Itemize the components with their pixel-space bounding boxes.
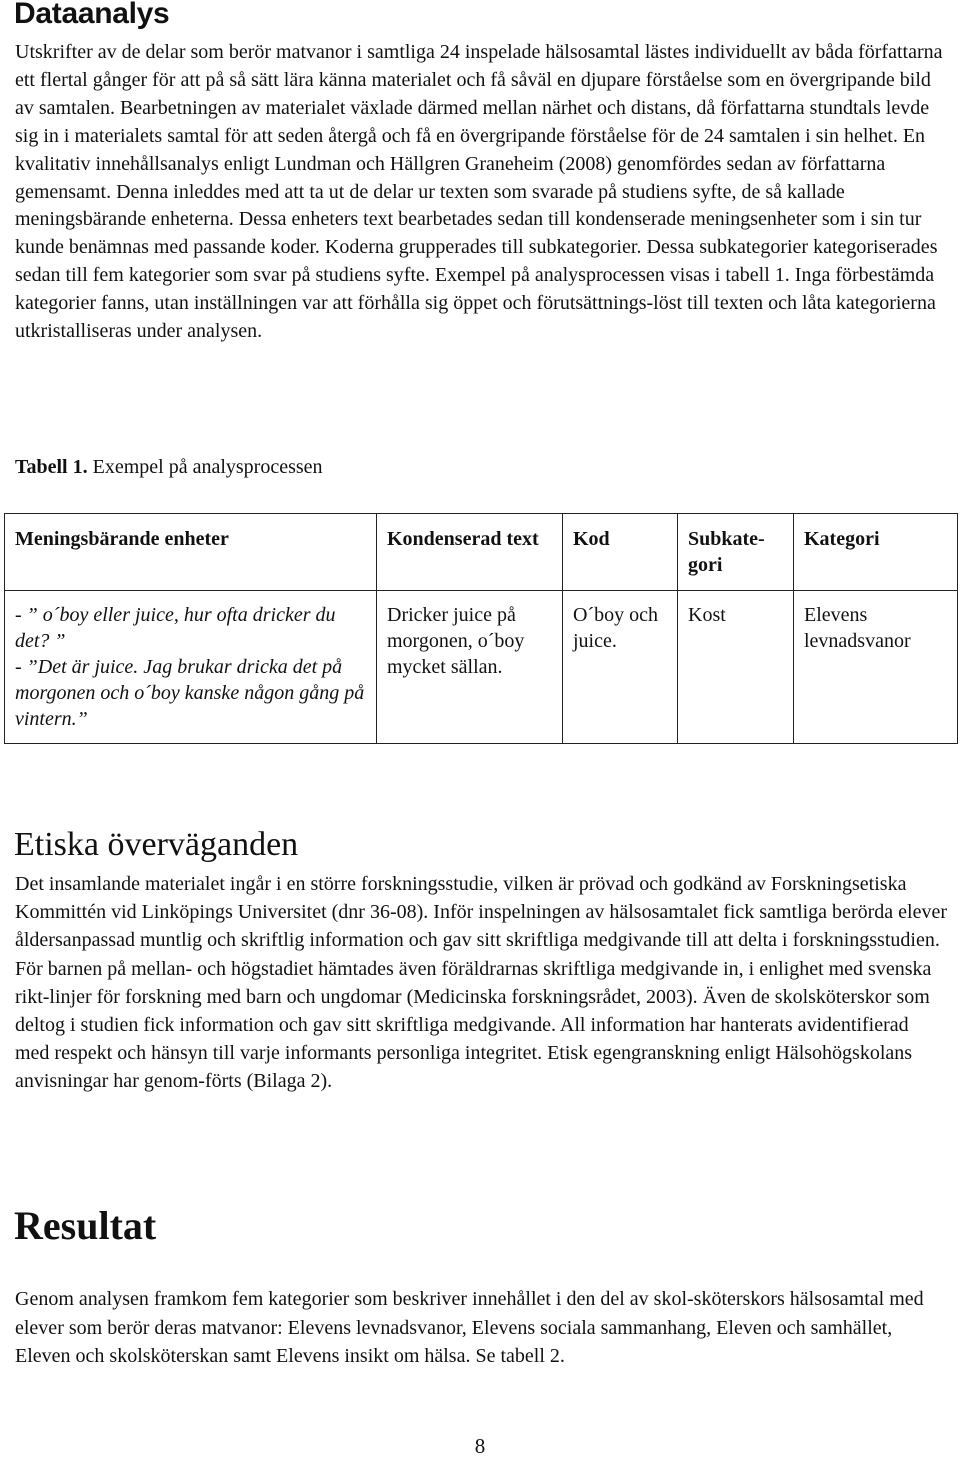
meaning-unit-question: - ” o´boy eller juice, hur ofta dricker du det? ”: [15, 604, 336, 652]
table-caption-label: Tabell 1.: [15, 456, 88, 478]
header-subcategory: Subkate-gori: [678, 514, 794, 591]
page-number: 8: [474, 1434, 486, 1458]
section-title-dataanalys: Dataanalys: [14, 0, 170, 30]
header-condensed-text: Kondenserad text: [377, 514, 563, 591]
analysis-table: [4, 513, 958, 744]
header-meaning-units: Meningsbärande enheter: [5, 514, 377, 591]
table-caption: [15, 453, 323, 481]
header-code: Kod: [563, 514, 678, 591]
table-row: [5, 591, 958, 744]
header-category: Kategori: [794, 514, 958, 591]
cell-code: O´boy och juice.: [563, 591, 678, 744]
paragraph-dataanalys: Utskrifter av de delar som berör matvanor i samtliga 24 inspelade hälsosamtal lästes individuellt av båda författarna ett flertal gånger för att på så sätt lära känna materialet och få såväl en djupare förståelse som en övergripande bild av samtalen. Bearbetningen av materialet växlade därmed mellan närhet och distans, då författarna stundtals levde sig in i materialets samtal för att seden återgå och få en övergripande förståelse för de 24 samtalen i sin helhet. En kvalitativ innehållsanalys enligt Lundman och Hällgren Graneheim (2008) genomfördes sedan av författarna gemensamt. Denna inleddes med att ta ut de delar ur texten som svarade på studiens syfte, de så kallade meningsbärande enheterna. Dessa enheters text bearbetades sedan till kondenserade meningsenheter som i sin tur kunde benämnas med passande koder. Koderna grupperades till subkategorier. Dessa subkategorier kategoriserades sedan till fem kategorier som svar på studiens syfte. Exempel på analysprocessen visas i tabell 1. Inga förbestämda kategorier fanns, utan inställningen var att förhålla sig öppet och förutsättnings-löst till texten och låta kategorierna utkristalliseras under analysen.: [15, 41, 943, 343]
cell-category: Elevens levnadsvanor: [794, 591, 958, 744]
cell-subcategory: Kost: [678, 591, 794, 744]
cell-meaning-units: [5, 591, 377, 744]
table-caption-text: Exempel på analysprocessen: [87, 456, 323, 478]
cell-condensed-text: Dricker juice på morgonen, o´boy mycket sällan.: [377, 591, 563, 744]
section-title-etiska: Etiska överväganden: [14, 826, 299, 863]
paragraph-etiska: Det insamlande materialet ingår i en större forskningsstudie, vilken är prövad och godkänd av Forskningsetiska Kommittén vid Linköpings Universitet (dnr 36-08). Inför inspelningen av hälsosamtalet fick samtliga berörda elever åldersanpassad muntlig och skriftlig information och gav sitt skriftliga medgivande till att delta i forskningsstudien. För barnen på mellan- och högstadiet hämtades även föräldrarnas skriftliga medgivande in, i enlighet med svenska rikt-linjer för forskning med barn och ungdomar (Medicinska forskningsrådet, 2003). Även de skolsköterskor som deltog i studien fick information och gav sitt skriftliga medgivande. All information har hanterats avidentifierad med respekt och hänsyn till varje informants personliga integritet. Etisk egengranskning enligt Hälsohögskolans anvisningar har genom-förts (Bilaga 2).: [15, 873, 947, 1093]
table-header-row: [5, 514, 958, 591]
meaning-unit-answer: - ”Det är juice. Jag brukar dricka det på morgonen och o´boy kanske någon gång på vintern.”: [15, 656, 365, 730]
paragraph-resultat: Genom analysen framkom fem kategorier som beskriver innehållet i den del av skol-sköterskors hälsosamtal med elever som berör deras matvanor: Elevens levnadsvanor, Elevens sociala sammanhang, Eleven och samhället, Eleven och skolsköterskan samt Elevens insikt om hälsa. Se tabell 2.: [15, 1288, 924, 1368]
section-title-resultat: Resultat: [14, 1203, 157, 1248]
